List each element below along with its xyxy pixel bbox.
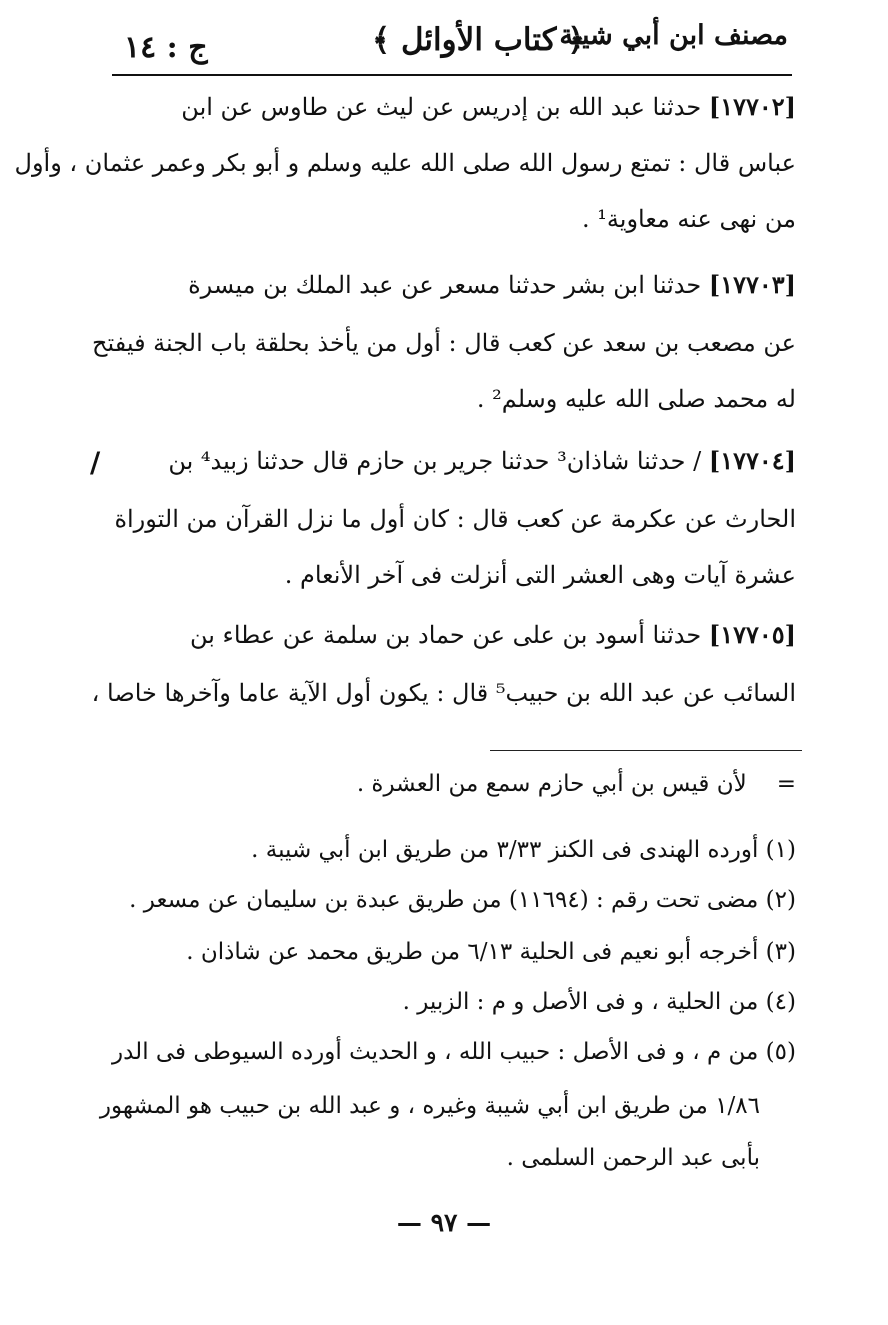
chapter-title: ﴿ كتاب الأوائل ﴾ [372, 22, 586, 58]
footnote-4 [403, 990, 796, 1015]
book-title: مصنف ابن أبي شيبة [559, 20, 788, 51]
hadith-17703-line-1 [188, 272, 796, 298]
hadith-number: [١٧٧٠٤] [708, 446, 796, 475]
hadith-17702-line-1 [181, 94, 796, 120]
hadith-number: [١٧٧٠٢] [708, 92, 796, 121]
footnote-number: (١) [765, 837, 796, 863]
hadith-17704-line-2 [114, 506, 796, 532]
body-text: حدثنا ابن بشر حدثنا مسعر عن عبد الملك بن ميسرة [188, 271, 709, 299]
footnote-2 [129, 888, 796, 913]
footnote-text: من الحلية ، و فى الأصل و م : الزبير . [402, 989, 766, 1015]
footnote-5-continuation-2 [507, 1146, 760, 1171]
volume-label: ج : ١٤ [124, 30, 208, 65]
footnote-text: ١/٨٦ من طريق ابن أبي شيبة وغيره ، و عبد الله بن حبيب هو المشهور [99, 1093, 760, 1119]
body-text: عن مصعب بن سعد عن كعب قال : أول من يأخذ بحلقة باب الجنة فيفتح [91, 329, 796, 357]
body-text: حدثنا عبد الله بن إدريس عن ليث عن طاوس عن ابن [181, 93, 709, 121]
footnote-3 [186, 940, 796, 965]
hadith-17704-line-3 [285, 562, 796, 588]
carryover-text: لأن قيس بن أبي حازم سمع من العشرة . [356, 771, 747, 797]
footnote-5 [112, 1040, 796, 1065]
footnote-divider [490, 750, 802, 751]
footnote-text: من م ، و فى الأصل : حبيب الله ، و الحديث أورده السيوطى فى الدر [112, 1039, 766, 1065]
hadith-17702-line-3 [582, 206, 796, 232]
footnote-text: أورده الهندى فى الكنز ٣/٣٣ من طريق ابن أبي شيبة . [251, 837, 766, 863]
hadith-number: [١٧٧٠٥] [708, 620, 796, 649]
footnote-5-continuation-1 [100, 1094, 760, 1119]
hadith-17703-line-2 [92, 330, 796, 356]
carryover-mark: = [776, 771, 796, 797]
footnote-carryover [357, 772, 796, 797]
body-text: / حدثنا شاذان³ حدثنا جرير بن حازم قال حدثنا زبيد⁴ بن [168, 447, 709, 475]
footnote-number: (٢) [765, 887, 796, 913]
footnote-number: (٤) [765, 989, 796, 1015]
body-text: السائب عن عبد الله بن حبيب⁵ قال : يكون أول الآية عاما وآخرها خاصا ، [91, 679, 796, 707]
hadith-17702-line-2 [15, 150, 797, 176]
hadith-17705-line-2 [92, 680, 796, 706]
body-text: الحارث عن عكرمة عن كعب قال : كان أول ما نزل القرآن من التوراة [114, 505, 796, 533]
hadith-number: [١٧٧٠٣] [708, 270, 796, 299]
hadith-17703-line-3 [477, 386, 796, 412]
page-number: — ٩٧ — [396, 1208, 492, 1237]
body-text: من نهى عنه معاوية¹ . [582, 205, 796, 233]
footnote-number: (٥) [765, 1039, 796, 1065]
margin-page-mark: / [90, 446, 101, 479]
footnote-1 [251, 838, 796, 863]
footnote-text: بأبى عبد الرحمن السلمى . [506, 1145, 760, 1171]
footnote-text: مضى تحت رقم : (١١٦٩٤) من طريق عبدة بن سليمان عن مسعر . [129, 887, 766, 913]
body-text: له محمد صلى الله عليه وسلم² . [476, 385, 796, 413]
body-text: عباس قال : تمتع رسول الله صلى الله عليه وسلم و أبو بكر وعمر عثمان ، وأول [14, 149, 796, 177]
hadith-17704-line-1 [168, 448, 796, 474]
footnote-text: أخرجه أبو نعيم فى الحلية ٦/١٣ من طريق محمد عن شاذان . [186, 939, 766, 965]
body-text: عشرة آيات وهى العشر التى أنزلت فى آخر الأنعام . [284, 561, 796, 589]
header-divider [112, 74, 792, 76]
footnote-number: (٣) [765, 939, 796, 965]
hadith-17705-line-1 [190, 622, 796, 648]
body-text: حدثنا أسود بن على عن حماد بن سلمة عن عطاء بن [189, 621, 709, 649]
